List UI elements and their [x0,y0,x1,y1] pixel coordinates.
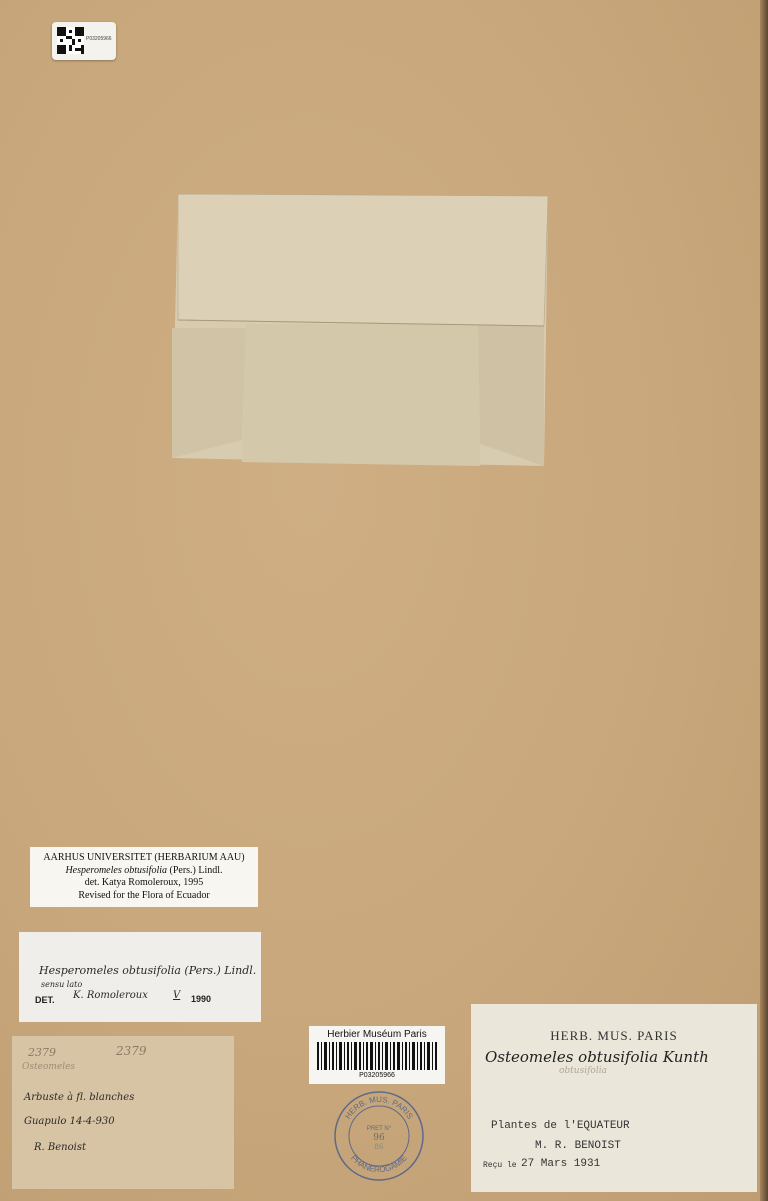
sticker-code: P03205966 [86,36,112,42]
collector-label [12,1036,234,1189]
main-label-faded-epithet: obtusifolia [559,1066,607,1076]
collector-name: R. Benoist [34,1142,86,1153]
collector-place-date: Guapulo 14-4-930 [24,1116,115,1127]
main-label-date: 27 Mars 1931 [521,1158,601,1170]
aau-det: det. Katya Romoleroux, 1995 [84,877,204,888]
museum-barcode-label [309,1026,445,1084]
collector-genus-faded: Osteomeles [22,1062,76,1072]
qr-code-icon [57,27,84,54]
main-label-collector: M. R. BENOIST [535,1140,621,1152]
stamp-number: 96 [373,1133,385,1143]
det-sensu-handwritten: sensu lato [41,980,83,989]
handwritten-det-label [19,932,261,1022]
main-label-header: HERB. MUS. PARIS [550,1028,678,1043]
collector-number-1: 2379 [28,1046,56,1059]
specimen-envelope [172,188,548,468]
sheet-edge [760,0,768,1201]
main-label-taxon: Osteomeles obtusifolia Kunth [485,1048,709,1066]
main-herbarium-label [471,1004,757,1192]
museum-stamp [333,1090,425,1182]
stamp-pret-label: PRET N° [366,1126,392,1132]
det-by-handwritten: K. Romoleroux [73,990,148,1001]
main-label-recu: Reçu le [483,1161,517,1170]
det-taxon-handwritten: Hesperomeles obtusifolia (Pers.) Lindl. [39,964,257,977]
collector-number-2: 2379 [116,1044,147,1058]
main-label-locality: Plantes de l'EQUATEUR [491,1120,630,1132]
stamp-top-text: HERB. MUS. PARIS [343,1094,415,1121]
museum-barcode-title: Herbier Muséum Paris [327,1029,427,1040]
aau-institution: AARHUS UNIVERSITET (HERBARIUM AAU) [43,852,245,863]
museum-barcode-code: P03205966 [359,1072,395,1079]
aau-author: (Pers.) Lindl. [169,864,223,876]
aau-revised: Revised for the Flora of Ecuador [78,889,210,901]
det-prefix: DET. [35,995,55,1005]
qr-barcode-sticker [52,22,116,60]
stamp-number-2: 86 [374,1143,384,1151]
aau-taxon-line [30,865,258,878]
barcode-icon [317,1042,437,1070]
det-month: V [173,990,181,1001]
aau-taxon: Hesperomeles obtusifolia [65,864,167,876]
stamp-bottom-text: PHANEROGAMIE [349,1153,409,1175]
det-year: 1990 [191,994,212,1004]
aarhus-determination-label [30,847,258,907]
collector-description: Arbuste à fl. blanches [24,1092,135,1103]
